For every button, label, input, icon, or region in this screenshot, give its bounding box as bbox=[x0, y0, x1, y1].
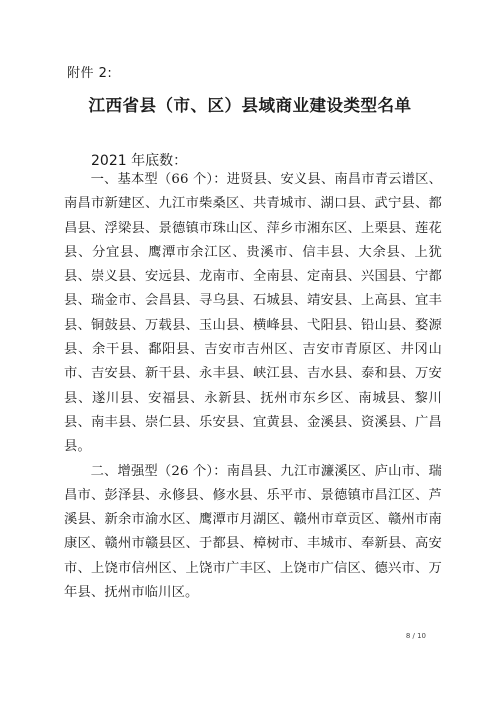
page-number: 8 / 10 bbox=[405, 632, 426, 640]
section-heading: 二、增强型（26 个）： bbox=[90, 463, 227, 479]
section-enhanced bbox=[64, 460, 442, 606]
county-list: 南昌县、九江市濂溪区、庐山市、瑞昌市、彭泽县、永修县、修水县、乐平市、景德镇市昌江区、芦溪县、新余市渝水区、鹰潭市月湖区、赣州市章贡区、赣州市南康区、赣州市赣县区、于都县、樟树市、丰城市、奉新县、高安市、上饶市信州区、上饶市广丰区、上饶市广信区、德兴市、万年县、抚州市临川区。 bbox=[64, 463, 443, 601]
county-list: 进贤县、安义县、南昌市青云谱区、南昌市新建区、九江市柴桑区、共青城市、湖口县、武宁县、都昌县、浮梁县、景德镇市珠山区、萍乡市湘东区、上栗县、莲花县、分宜县、鹰潭市余江区、贵溪市、信丰县、大余县、上犹县、崇义县、安远县、龙南市、全南县、定南县、兴国县、宁都县、瑞金市、会昌县、寻乌县、石城县、靖安县、上高县、宜丰县、铜鼓县、万载县、玉山县、横峰县、弋阳县、铅山县、婺源县、余干县、鄱阳县、吉安市吉州区、吉安市青原区、井冈山市、吉安县、新干县、永丰县、峡江县、吉水县、泰和县、万安县、遂川县、安福县、永新县、抚州市东乡区、南城县、黎川县、南丰县、崇仁县、乐安县、宜黄县、金溪县、资溪县、广昌县。 bbox=[64, 172, 443, 455]
document-body bbox=[64, 168, 442, 605]
document-title: 江西省县（市、区）县域商业建设类型名单 bbox=[88, 96, 412, 115]
year-line: 2021 年底数： bbox=[91, 153, 188, 169]
attachment-label: 附件 2: bbox=[67, 66, 113, 81]
section-basic bbox=[64, 168, 442, 460]
section-heading: 一、基本型（66 个）： bbox=[90, 172, 227, 187]
